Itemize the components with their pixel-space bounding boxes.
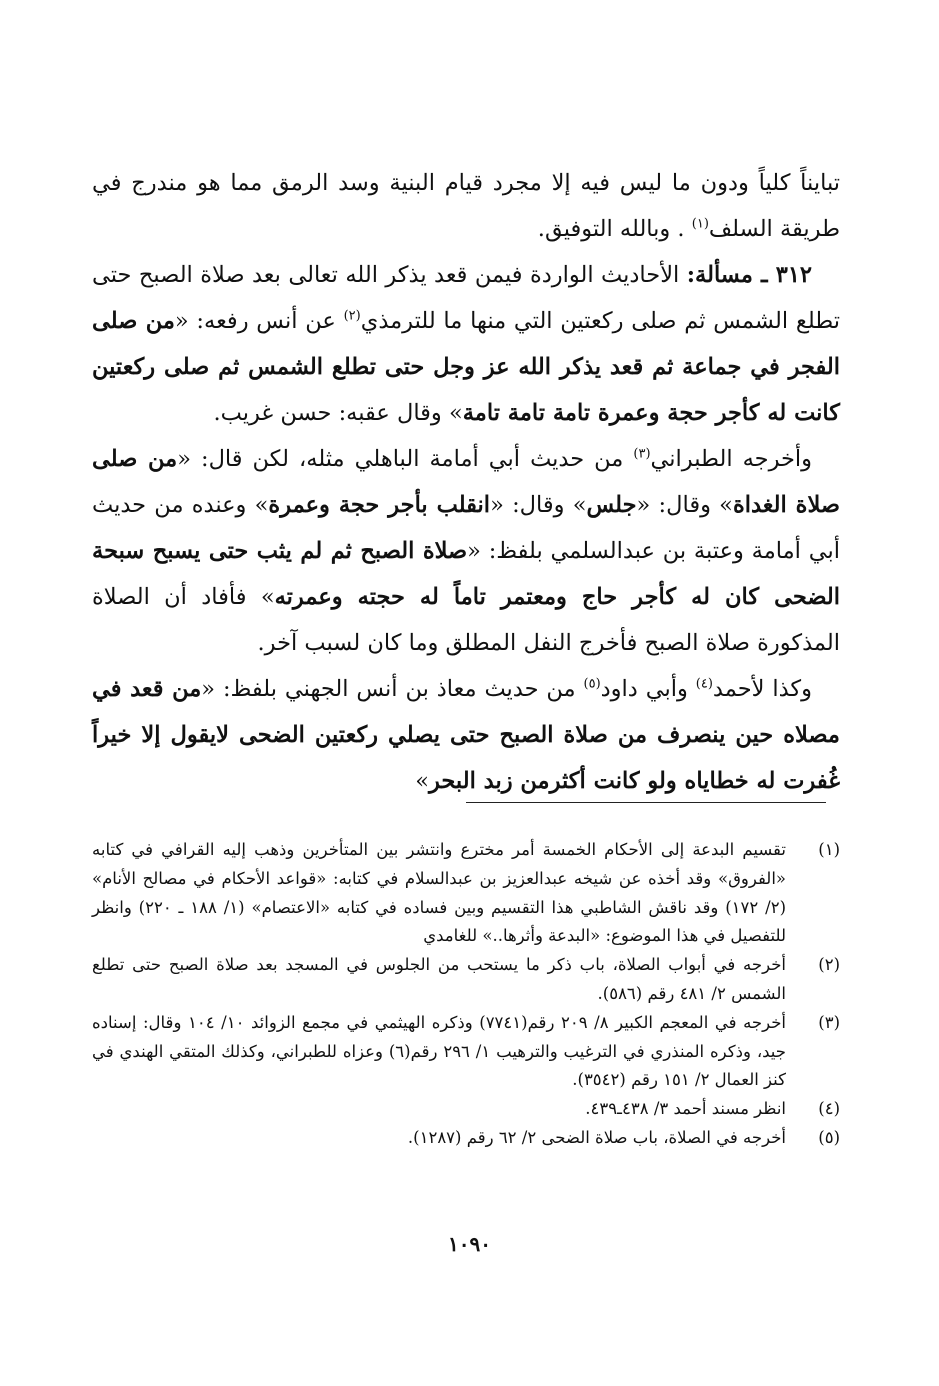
footnotes bbox=[92, 836, 840, 1153]
paragraph-4: وكذا لأحمد$^{(٤)}$ وأبي داود$^{(٥)}$ من حديث معاذ بن أنس الجهني بلفظ: «من قعد في مصلاه حين ينصرف من صلاة الصبح حتى يصلي ركعتين الضحى لايقول إلا خيراً غُفرت له خطاياه ولو كانت أكثرمن زبد البحر» bbox=[92, 676, 840, 794]
footnote-divider bbox=[466, 802, 826, 803]
footnote-number: (٤) bbox=[818, 1099, 840, 1119]
footnote-1 bbox=[92, 836, 840, 951]
footnote-ref-3: (٣) bbox=[633, 446, 651, 462]
footnote-text: أخرجه في أبواب الصلاة، باب ذكر ما يستحب من الجلوس في المسجد بعد صلاة الصبح حتى تطلع الشمس ٢/ ٤٨١ رقم (٥٨٦). bbox=[92, 955, 786, 1003]
footnote-text: انظر مسند أحمد ٣/ ٤٣٨ـ٤٣٩. bbox=[585, 1099, 786, 1119]
footnote-text: تقسيم البدعة إلى الأحكام الخمسة أمر مخترع وانتشر بين المتأخرين وذهب إليه القرافي في كتابه «الفروق» وقد أخذه عن شيخه عبدالعزيز بن عبدالسلام في كتابه: «قواعد الأحكام في مصالح الأنام» (٢/ ١٧٢) وقد ناقش الشاطبي هذا التقسيم وبين فساده في كتابه «الاعتصام» (١/ ١٨٨ ـ ٢٢٠) وانظر للتفصيل في هذا الموضوع: «البدعة وأثرها..» للغامدي bbox=[92, 840, 787, 946]
footnote-4 bbox=[92, 1095, 840, 1124]
footnote-ref-5: (٥) bbox=[583, 676, 601, 692]
footnote-text: أخرجه في الصلاة، باب صلاة الضحى ٢/ ٦٢ رقم (١٢٨٧). bbox=[407, 1127, 786, 1147]
main-text bbox=[92, 160, 840, 804]
paragraph-issue-312: ٣١٢ ـ مسألة: الأحاديث الواردة فيمن قعد يذكر الله تعالى بعد صلاة الصبح حتى تطلع الشمس ثم صلى ركعتين التي منها ما للترمذي$^{(٢)}$ عن أنس رفعه: «من صلى الفجر في جماعة ثم قعد يذكر الله عز وجل حتى تطلع الشمس ثم صلى ركعتين كانت له كأجر حجة وعمرة تامة تامة تامة» وقال عقبه: حسن غريب. bbox=[92, 262, 840, 426]
footnote-5 bbox=[92, 1124, 840, 1153]
footnote-ref-4: (٤) bbox=[695, 676, 713, 692]
footnote-number: (٢) bbox=[818, 955, 840, 975]
footnote-text: أخرجه في المعجم الكبير ٨/ ٢٠٩ رقم(٧٧٤١) وذكره الهيثمي في مجمع الزوائد ١٠/ ١٠٤ وقال: إسناده جيد، وذكره المنذري في الترغيب والترهيب ١/ ٢٩٦ رقم(٦) وعزاه للطبراني، وكذلك المتقي الهندي في كنز العمال ٢/ ١٥١ رقم (٣٥٤٢). bbox=[92, 1012, 786, 1090]
footnote-number: (١) bbox=[818, 840, 840, 859]
footnote-ref-1: (١) bbox=[691, 216, 709, 232]
paragraph-1: تبايناً كلياً ودون ما ليس فيه إلا مجرد قيام البنية وسد الرمق مما هو مندرج في طريقة السلف$^{(١)}$ . وبالله التوفيق. bbox=[92, 170, 840, 242]
hadith-text: من صلى الفجر في جماعة ثم قعد يذكر الله عز وجل حتى تطلع الشمس ثم صلى ركعتين كانت له كأجر حجة وعمرة تامة تامة تامة bbox=[92, 308, 840, 426]
paragraph-3: وأخرجه الطبراني$^{(٣)}$ من حديث أبي أمامة الباهلي مثله، لكن قال: «من صلى صلاة الغداة» وقال: «جلس» وقال: «انقلب بأجر حجة وعمرة» وعنده من حديث أبي أمامة وعتبة بن عبدالسلمي بلفظ: «صلاة الصبح ثم لم يثب حتى يسبح سبحة الضحى كان له كأجر حاج ومعتمر تاماً له حجته وعمرته» فأفاد أن الصلاة المذكورة صلاة الصبح فأخرج النفل المطلق وما كان لسبب آخر. bbox=[92, 446, 841, 656]
footnote-3 bbox=[92, 1009, 840, 1095]
footnote-number: (٣) bbox=[818, 1012, 840, 1032]
page-number: ١٠٩٠ bbox=[448, 1232, 491, 1256]
footnote-ref-2: (٢) bbox=[343, 308, 361, 324]
issue-number: ٣١٢ ـ مسألة: bbox=[686, 262, 812, 288]
footnote-2 bbox=[92, 951, 840, 1009]
footnote-number: (٥) bbox=[818, 1127, 840, 1147]
